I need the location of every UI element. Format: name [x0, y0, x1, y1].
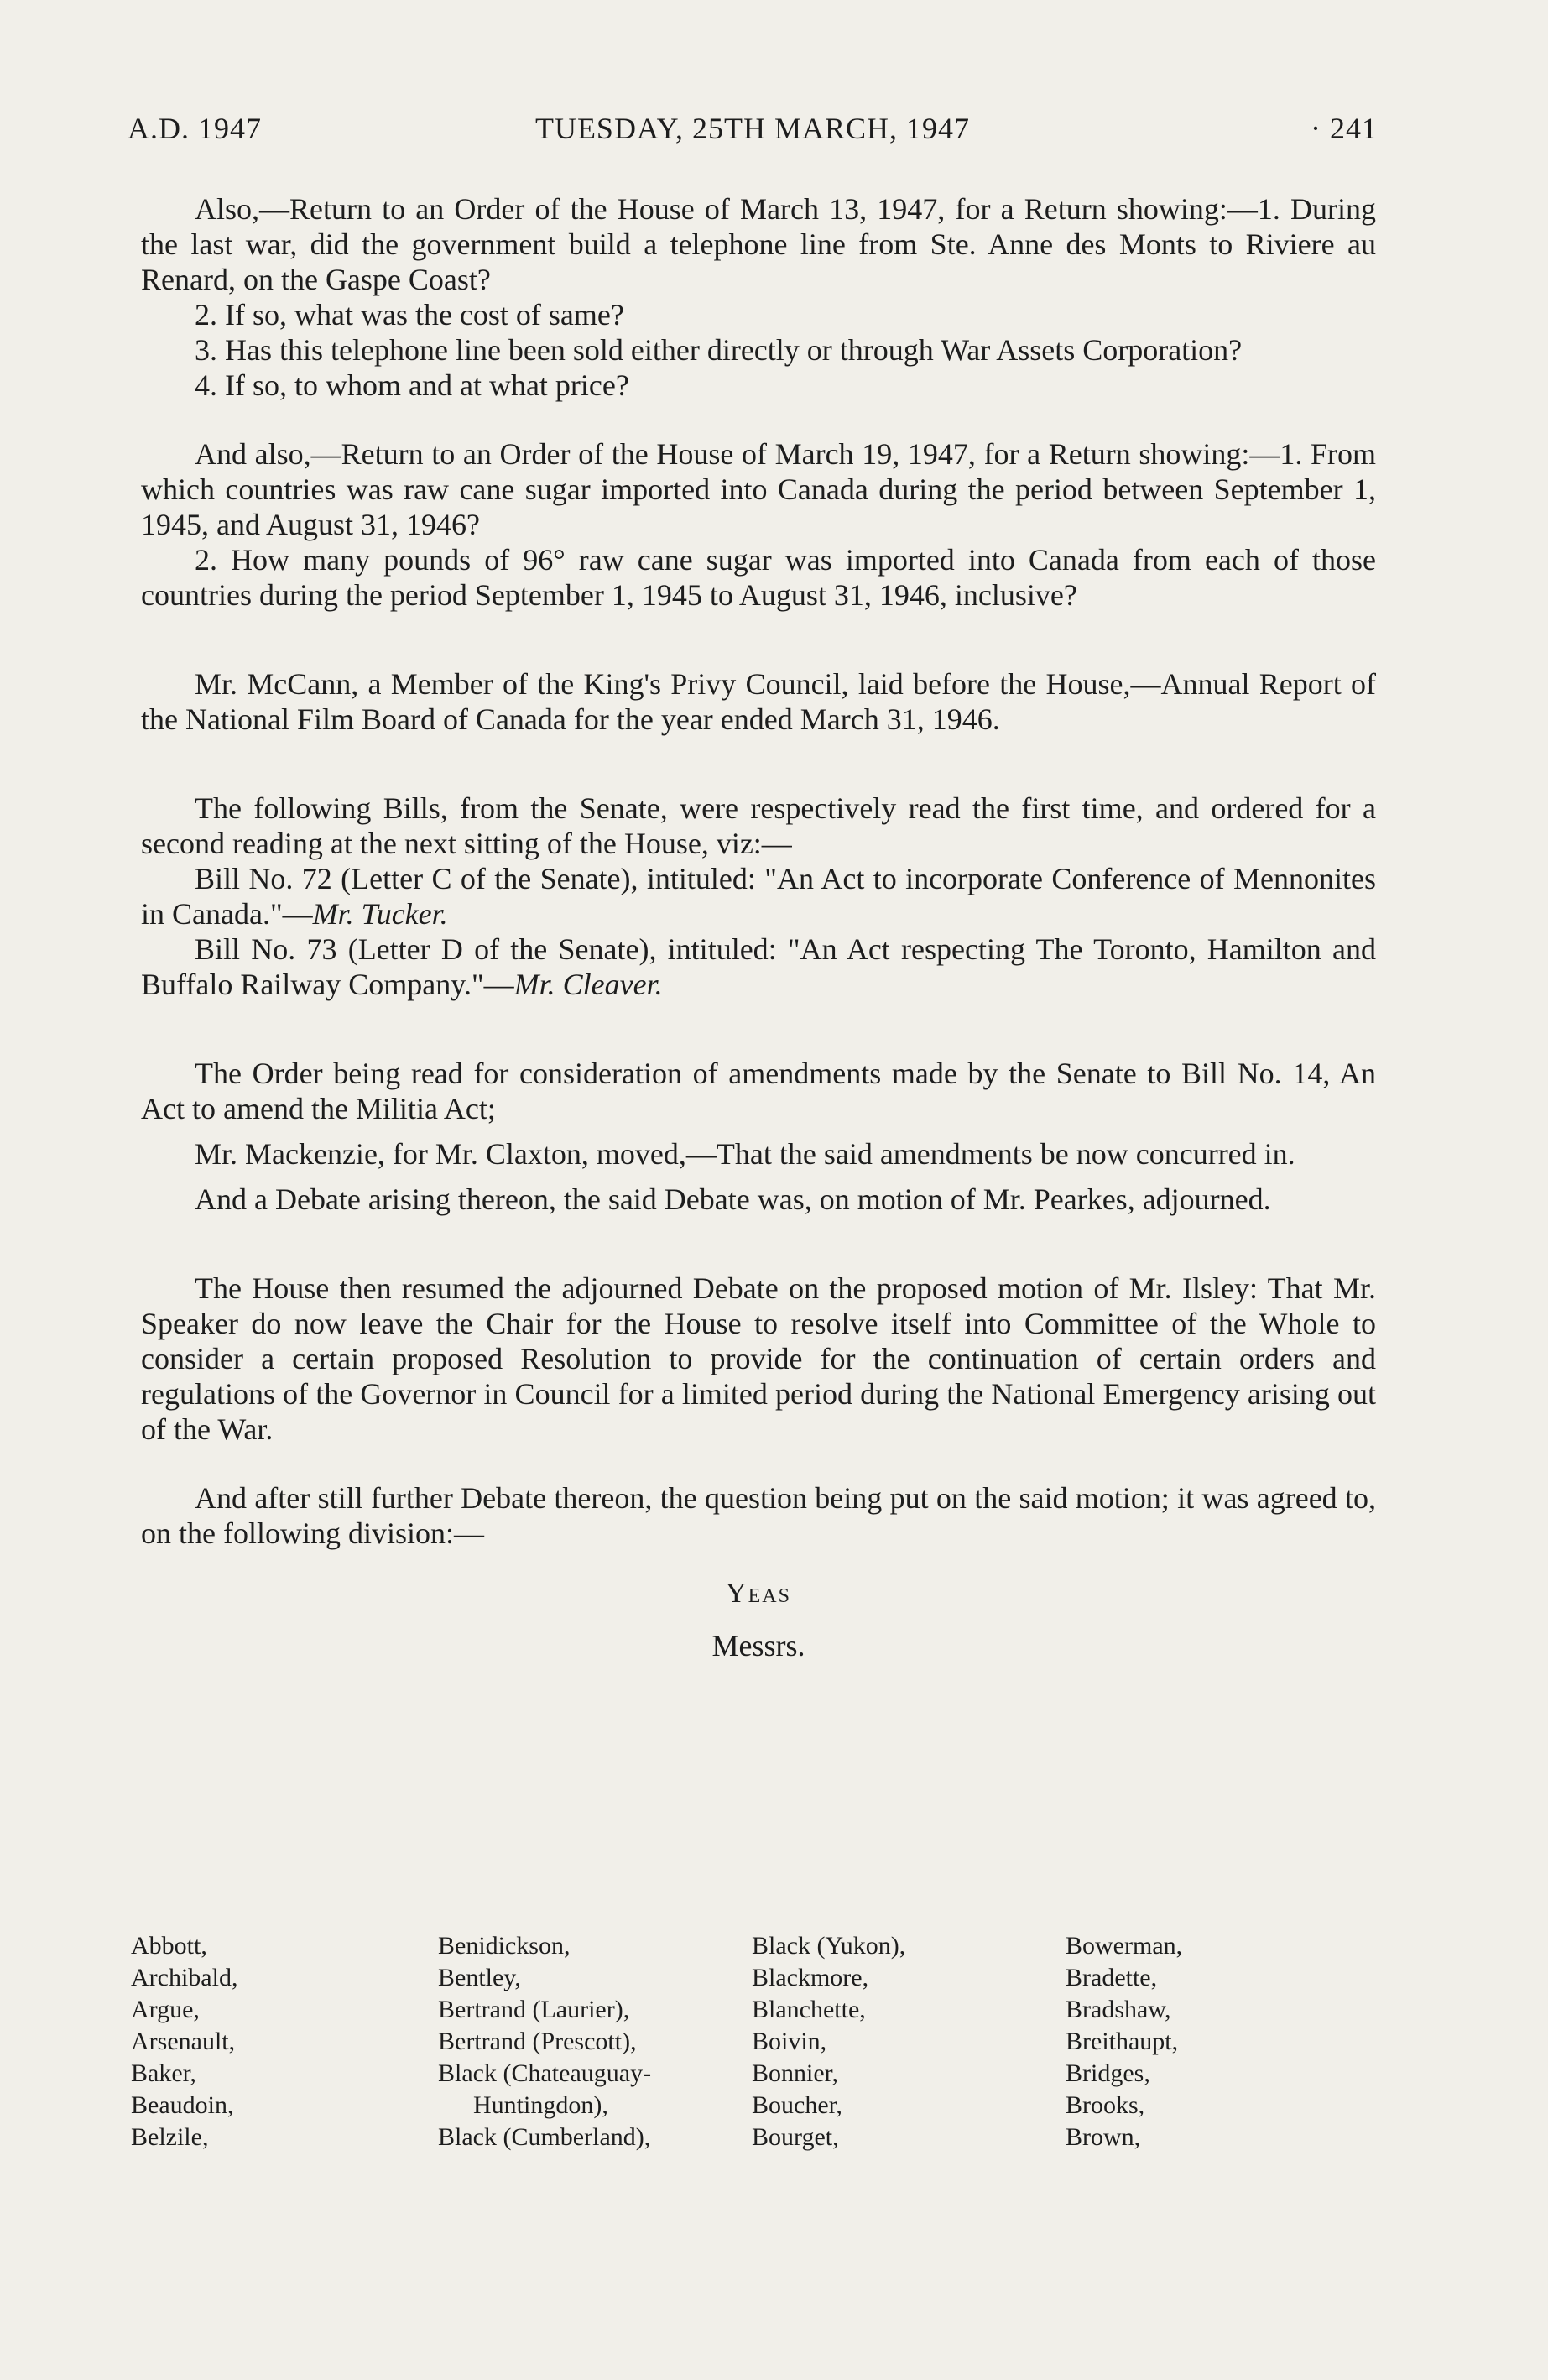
member-name: Bertrand (Prescott), [438, 2028, 637, 2055]
name-column-1 [131, 1930, 237, 2153]
running-head-date: TUESDAY, 25TH MARCH, 1947 [534, 112, 971, 145]
member-name: Bourget, [752, 2123, 839, 2151]
member-name: Boucher, [752, 2091, 842, 2119]
member-name-continuation: Huntingdon), [473, 2091, 608, 2119]
senate-bills-intro: The following Bills, from the Senate, were respectively read the first time, and ordered for a second reading at the next sitting of the House, viz:— [141, 791, 1376, 860]
return-order-2-intro: And also,—Return to an Order of the House of March 19, 1947, for a Return showing:—1. From which countries was raw cane sugar imported into Canada during the period between September 1, 1945, and August 31, 1946? [141, 437, 1376, 541]
member-name: Benidickson, [438, 1932, 571, 1960]
mackenzie-motion: Mr. Mackenzie, for Mr. Claxton, moved,—That the said amendments be now concurred in. [195, 1137, 1295, 1171]
return-order-1-intro: Also,—Return to an Order of the House of March 13, 1947, for a Return showing:—1. During the last war, did the government build a telephone line from Ste. Anne des Monts to Riviere au Renard, on the Gaspe Coast? [141, 192, 1376, 296]
name-column-3 [752, 1930, 905, 2153]
ilsley-motion-paragraph: The House then resumed the adjourned Debate on the proposed motion of Mr. Ilsley: That Mr. Speaker do now leave the Chair for the House to resolve itself into Committee of the Whole to consider a certain proposed Resolution to provide for the continuation of certain orders and regulations of the Governor in Council for a limited period during the National Emergency arising out of the War. [141, 1271, 1376, 1446]
member-name: Bradette, [1066, 1964, 1158, 1991]
member-name: Brooks, [1066, 2091, 1145, 2119]
mccann-report-paragraph: Mr. McCann, a Member of the King's Privy Council, laid before the House,—Annual Report of the National Film Board of Canada for the year ended March 31, 1946. [141, 667, 1376, 736]
running-head-year: A.D. 1947 [128, 112, 262, 145]
bill-73-sponsor: Mr. Cleaver. [513, 968, 663, 1001]
member-name: Blackmore, [752, 1964, 869, 1991]
member-name: Abbott, [131, 1932, 207, 1960]
member-name: Boivin, [752, 2028, 827, 2055]
division-name-list [131, 1930, 1389, 2174]
debate-adjourned-paragraph: And a Debate arising thereon, the said Debate was, on motion of Mr. Pearkes, adjourned. [195, 1182, 1271, 1216]
bill-72-sponsor: Mr. Tucker. [312, 897, 448, 931]
return-order-1-question-3: 3. Has this telephone line been sold either directly or through War Assets Corporation? [195, 333, 1243, 367]
bill-72-text: Bill No. 72 (Letter C of the Senate), intituled: "An Act to incorporate Conference of Mennonites in Canada."— [141, 862, 1376, 931]
running-head [128, 111, 1378, 153]
member-name: Arsenault, [131, 2028, 236, 2055]
page-number: · 241 [1311, 112, 1378, 145]
bill-73-text: Bill No. 73 (Letter D of the Senate), intituled: "An Act respecting The Toronto, Hamilton and Buffalo Railway Company."— [141, 932, 1376, 1001]
member-name: Bradshaw, [1066, 1996, 1171, 2023]
member-name: Bentley, [438, 1964, 521, 1991]
member-name: Belzile, [131, 2123, 209, 2151]
member-name: Archibald, [131, 1964, 238, 1991]
name-column-2 [438, 1930, 651, 2153]
division-intro: And after still further Debate thereon, the question being put on the said motion; it was agreed to, on the following division:— [141, 1481, 1376, 1550]
member-name: Bridges, [1066, 2059, 1150, 2087]
member-name: Baker, [131, 2059, 196, 2087]
member-name: Beaudoin, [131, 2091, 234, 2119]
journal-body [141, 191, 1376, 1663]
return-order-2-question-2: 2. How many pounds of 96° raw cane sugar was imported into Canada from each of those countries during the period September 1, 1945 to August 31, 1946, inclusive? [141, 543, 1376, 612]
name-column-4 [1066, 1930, 1182, 2153]
bill-72-entry [141, 861, 1376, 932]
return-order-1-question-2: 2. If so, what was the cost of same? [195, 298, 624, 331]
member-name: Black (Yukon), [752, 1932, 906, 1960]
messrs-heading: Messrs. [711, 1629, 805, 1662]
member-name: Argue, [131, 1996, 200, 2023]
return-order-1-question-4: 4. If so, to whom and at what price? [195, 368, 629, 402]
militia-act-order: The Order being read for consideration of amendments made by the Senate to Bill No. 14, An Act to amend the Militia Act; [141, 1057, 1376, 1125]
member-name: Bonnier, [752, 2059, 838, 2087]
member-name: Blanchette, [752, 1996, 866, 2023]
member-name: Brown, [1066, 2123, 1141, 2151]
bill-73-entry [141, 932, 1376, 1002]
member-name: Bowerman, [1066, 1932, 1183, 1960]
member-name: Bertrand (Laurier), [438, 1996, 630, 2023]
member-name: Black (Chateauguay- [438, 2059, 652, 2087]
yeas-heading: Yeas [726, 1578, 791, 1609]
member-name: Breithaupt, [1066, 2028, 1179, 2055]
member-name: Black (Cumberland), [438, 2123, 651, 2151]
